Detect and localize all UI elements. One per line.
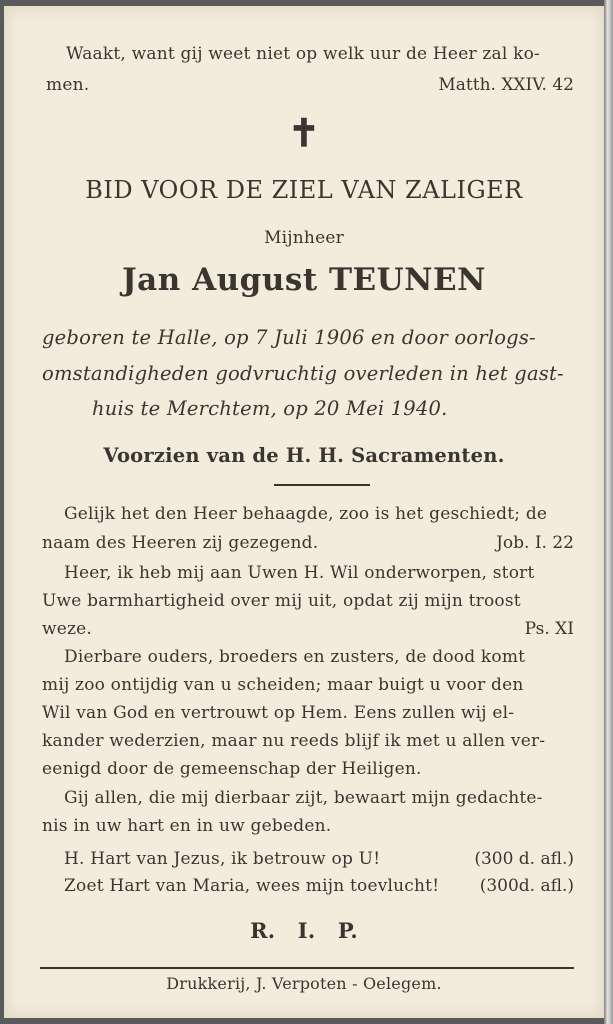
footer-rule xyxy=(40,967,574,969)
verse-1-reference: Job. I. 22 xyxy=(496,533,574,553)
prayer-1: H. Hart van Jezus, ik betrouw op U! xyxy=(64,849,381,869)
honorific: Mijnheer xyxy=(264,228,344,248)
verse-2-reference: Ps. XI xyxy=(524,619,574,639)
verse-2-line-3: weze. xyxy=(42,619,93,639)
prayer-2: Zoet Hart van Maria, wees mijn toevlucht! xyxy=(64,876,440,896)
epigraph-line-1: Waakt, want gij weet niet op welk uur de Heer zal ko- xyxy=(66,44,540,64)
verse-1-line-2: naam des Heeren zij gezegend. xyxy=(42,533,319,553)
birth-death-line-2: omstandigheden godvruchtig overleden in het gast- xyxy=(42,362,564,385)
verse-4-line-1: Gij allen, die mij dierbaar zijt, bewaart mijn gedachte- xyxy=(64,788,543,808)
printer-credit: Drukkerij, J. Verpoten - Oelegem. xyxy=(166,974,442,993)
rip-line: R. I. P. xyxy=(250,918,358,943)
verse-4-line-2: nis in uw hart en in uw gebeden. xyxy=(42,816,332,836)
prayer-2-indulgence: (300d. afl.) xyxy=(479,876,574,896)
card-edge xyxy=(604,0,613,1024)
memorial-card xyxy=(4,6,604,1018)
sacraments-line: Voorzien van de H. H. Sacramenten. xyxy=(103,444,505,467)
verse-2-line-1: Heer, ik heb mij aan Uwen H. Wil onderworpen, stort xyxy=(64,563,535,583)
verse-3-line-1: Dierbare ouders, broeders en zusters, de dood komt xyxy=(64,647,526,667)
verse-3-line-4: kander wederzien, maar nu reeds blijf ik met u allen ver- xyxy=(42,731,546,751)
prayer-1-indulgence: (300 d. afl.) xyxy=(474,849,574,869)
cross-icon: ✝ xyxy=(287,110,321,155)
divider xyxy=(274,484,370,486)
epigraph-line-2: men. xyxy=(46,75,90,95)
heading: BID VOOR DE ZIEL VAN ZALIGER xyxy=(85,176,523,204)
deceased-name: Jan August TEUNEN xyxy=(122,262,486,298)
verse-2-line-2: Uwe barmhartigheid over mij uit, opdat zij mijn troost xyxy=(42,591,521,611)
birth-death-line-1: geboren te Halle, op 7 Juli 1906 en door oorlogs- xyxy=(42,326,536,349)
verse-3-line-2: mij zoo ontijdig van u scheiden; maar buigt u voor den xyxy=(42,675,524,695)
birth-death-line-3: huis te Merchtem, op 20 Mei 1940. xyxy=(92,397,448,420)
verse-3-line-3: Wil van God en vertrouwt op Hem. Eens zullen wij el- xyxy=(42,703,515,723)
verse-1-line-1: Gelijk het den Heer behaagde, zoo is het geschiedt; de xyxy=(64,504,548,524)
epigraph-reference: Matth. XXIV. 42 xyxy=(438,75,574,95)
verse-3-line-5: eenigd door de gemeenschap der Heiligen. xyxy=(42,759,422,779)
